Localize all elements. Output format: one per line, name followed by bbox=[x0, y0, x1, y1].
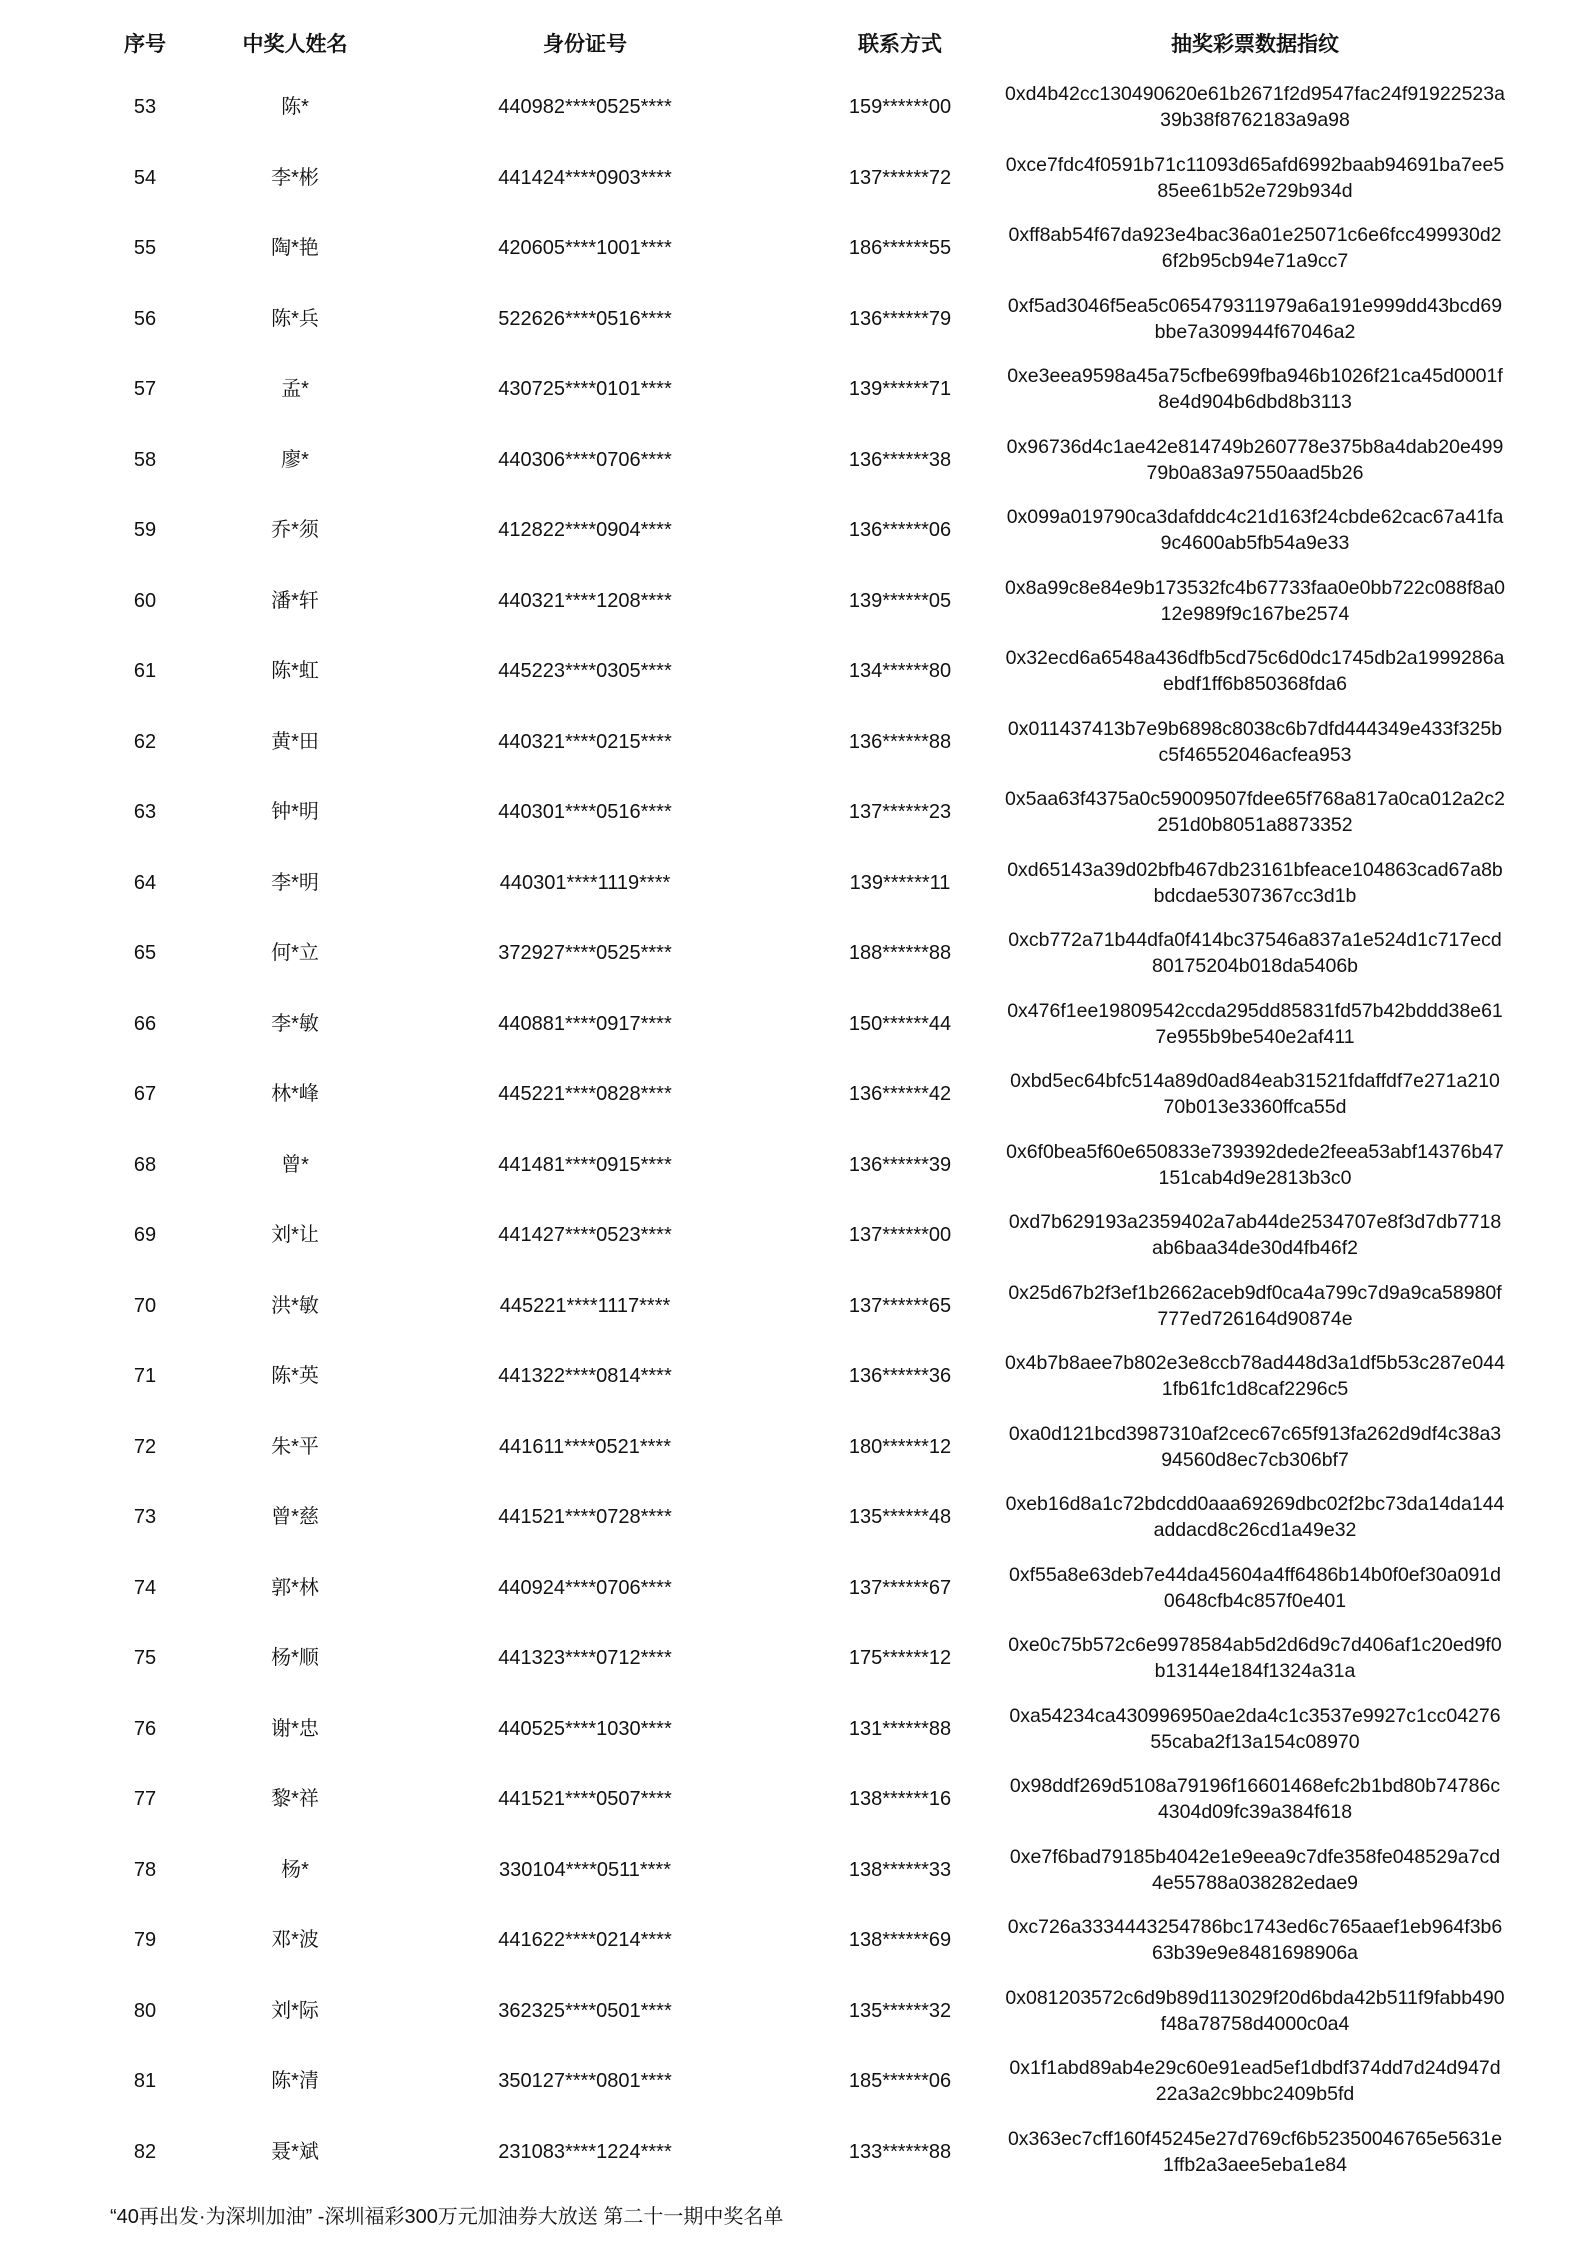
contact-cell: 138******69 bbox=[848, 1929, 952, 1952]
id-number-cell: 440881****0917**** bbox=[498, 1012, 672, 1035]
id-number-cell: 441322****0814**** bbox=[498, 1365, 672, 1388]
header-ticket-fingerprint: 抽奖彩票数据指纹 bbox=[1171, 33, 1339, 56]
serial-number-cell: 74 bbox=[133, 1576, 157, 1599]
ticket-fingerprint-cell: 0xd7b629193a2359402a7ab44de2534707e8f3d7db7718ab6baa34de30d4fb46f2 bbox=[1008, 1211, 1502, 1260]
contact-cell: 134******80 bbox=[848, 660, 952, 683]
header-serial-number: 序号 bbox=[124, 33, 166, 56]
ticket-fingerprint-cell: 0x5aa63f4375a0c59009507fdee65f768a817a0ca012a2c2251d0b8051a8873352 bbox=[1005, 788, 1505, 837]
contact-cell: 188******88 bbox=[848, 942, 952, 965]
ticket-fingerprint-cell: 0x8a99c8e84e9b173532fc4b67733faa0e0bb722c088f8a012e989f9c167be2574 bbox=[1005, 576, 1505, 625]
winner-name-cell: 陈*清 bbox=[271, 2070, 319, 2093]
table-row bbox=[0, 1130, 1586, 1201]
contact-cell: 139******05 bbox=[848, 589, 952, 612]
serial-number-cell: 82 bbox=[133, 2140, 157, 2163]
contact-cell: 136******36 bbox=[848, 1365, 952, 1388]
contact-cell: 137******72 bbox=[848, 166, 952, 189]
table-row bbox=[0, 143, 1586, 214]
winner-name-cell: 郭*林 bbox=[271, 1576, 319, 1599]
id-number-cell: 441323****0712**** bbox=[498, 1647, 672, 1670]
serial-number-cell: 63 bbox=[133, 801, 157, 824]
table-row bbox=[0, 2117, 1586, 2188]
ticket-fingerprint-cell: 0x363ec7cff160f45245e27d769cf6b52350046765e5631e1ffb2a3aee5eba1e84 bbox=[1007, 2127, 1503, 2176]
winner-name-cell: 李*明 bbox=[271, 871, 319, 894]
contact-cell: 136******88 bbox=[848, 730, 952, 753]
winner-name-cell: 邓*波 bbox=[271, 1929, 319, 1952]
serial-number-cell: 58 bbox=[133, 448, 157, 471]
serial-number-cell: 68 bbox=[133, 1153, 157, 1176]
table-row bbox=[0, 989, 1586, 1060]
serial-number-cell: 78 bbox=[133, 1858, 157, 1881]
ticket-fingerprint-cell: 0xe3eea9598a45a75cfbe699fba946b1026f21ca45d0001f8e4d904b6dbd8b3113 bbox=[1007, 365, 1503, 414]
id-number-cell: 441521****0728**** bbox=[498, 1506, 672, 1529]
winner-name-cell: 陈* bbox=[281, 96, 309, 119]
id-number-cell: 440525****1030**** bbox=[498, 1717, 672, 1740]
table-row bbox=[0, 1200, 1586, 1271]
table-row bbox=[0, 1482, 1586, 1553]
id-number-cell: 441424****0903**** bbox=[498, 166, 672, 189]
id-number-cell: 445223****0305**** bbox=[498, 660, 672, 683]
contact-cell: 137******00 bbox=[848, 1224, 952, 1247]
ticket-fingerprint-cell: 0xc726a3334443254786bc1743ed6c765aaef1eb964f3b663b39e9e8481698906a bbox=[1007, 1916, 1503, 1965]
winner-name-cell: 黎*祥 bbox=[271, 1788, 319, 1811]
id-number-cell: 441427****0523**** bbox=[498, 1224, 672, 1247]
id-number-cell: 445221****1117**** bbox=[499, 1294, 671, 1317]
id-number-cell: 440924****0706**** bbox=[498, 1576, 672, 1599]
table-row bbox=[0, 918, 1586, 989]
serial-number-cell: 60 bbox=[133, 589, 157, 612]
contact-cell: 138******33 bbox=[848, 1858, 952, 1881]
serial-number-cell: 75 bbox=[133, 1647, 157, 1670]
winner-name-cell: 黄*田 bbox=[271, 730, 319, 753]
header-winner-name: 中奖人姓名 bbox=[242, 33, 348, 56]
table-row bbox=[0, 425, 1586, 496]
contact-cell: 150******44 bbox=[848, 1012, 952, 1035]
ticket-fingerprint-cell: 0x099a019790ca3dafddc4c21d163f24cbde62cac67a41fa9c4600ab5fb54a9e33 bbox=[1006, 506, 1504, 555]
winner-name-cell: 乔*须 bbox=[271, 519, 319, 542]
ticket-fingerprint-cell: 0xa0d121bcd3987310af2cec67c65f913fa262d9df4c38a394560d8ec7cb306bf7 bbox=[1008, 1422, 1502, 1471]
id-number-cell: 441622****0214**** bbox=[498, 1929, 672, 1952]
serial-number-cell: 71 bbox=[133, 1365, 157, 1388]
table-row bbox=[0, 1553, 1586, 1624]
table-row bbox=[0, 707, 1586, 778]
ticket-fingerprint-cell: 0xeb16d8a1c72bdcdd0aaa69269dbc02f2bc73da14da144addacd8c26cd1a49e32 bbox=[1005, 1493, 1505, 1542]
contact-cell: 180******12 bbox=[848, 1435, 952, 1458]
page-footer: “40再出发·为深圳加油” -深圳福彩300万元加油券大放送 第二十一期中奖名单 bbox=[110, 2206, 784, 2228]
ticket-fingerprint-cell: 0xff8ab54f67da923e4bac36a01e25071c6e6fcc499930d26f2b95cb94e71a9cc7 bbox=[1008, 224, 1502, 273]
contact-cell: 139******71 bbox=[848, 378, 952, 401]
ticket-fingerprint-cell: 0xcb772a71b44dfa0f414bc37546a837a1e524d1c717ecd80175204b018da5406b bbox=[1008, 929, 1502, 978]
id-number-cell: 522626****0516**** bbox=[498, 307, 672, 330]
ticket-fingerprint-cell: 0x476f1ee19809542ccda295dd85831fd57b42bddd38e617e955b9be540e2af411 bbox=[1007, 999, 1503, 1048]
ticket-fingerprint-cell: 0xbd5ec64bfc514a89d0ad84eab31521fdaffdf7e271a21070b013e3360ffca55d bbox=[1010, 1070, 1500, 1119]
winner-name-cell: 李*彬 bbox=[271, 166, 319, 189]
winner-name-cell: 谢*忠 bbox=[271, 1717, 319, 1740]
serial-number-cell: 62 bbox=[133, 730, 157, 753]
ticket-fingerprint-cell: 0xe7f6bad79185b4042e1e9eea9c7dfe358fe048529a7cd4e55788a038282edae9 bbox=[1009, 1845, 1501, 1894]
ticket-fingerprint-cell: 0xd4b42cc130490620e61b2671f2d9547fac24f91922523a39b38f8762183a9a98 bbox=[1005, 83, 1505, 132]
ticket-fingerprint-cell: 0x25d67b2f3ef1b2662aceb9df0ca4a799c7d9a9ca58980f777ed726164d90874e bbox=[1008, 1281, 1502, 1330]
contact-cell: 186******55 bbox=[848, 237, 952, 260]
serial-number-cell: 56 bbox=[133, 307, 157, 330]
serial-number-cell: 59 bbox=[133, 519, 157, 542]
winner-name-cell: 陈*英 bbox=[271, 1365, 319, 1388]
id-number-cell: 445221****0828**** bbox=[498, 1083, 672, 1106]
table-row bbox=[0, 636, 1586, 707]
id-number-cell: 440301****0516**** bbox=[498, 801, 672, 824]
ticket-fingerprint-cell: 0x011437413b7e9b6898c8038c6b7dfd444349e433f325bc5f46552046acfea953 bbox=[1007, 717, 1503, 766]
table-row bbox=[0, 495, 1586, 566]
contact-cell: 136******06 bbox=[848, 519, 952, 542]
winner-name-cell: 陈*兵 bbox=[271, 307, 319, 330]
contact-cell: 136******42 bbox=[848, 1083, 952, 1106]
contact-cell: 185******06 bbox=[848, 2070, 952, 2093]
contact-cell: 136******79 bbox=[848, 307, 952, 330]
winner-table-body bbox=[0, 72, 1586, 2187]
winner-name-cell: 洪*敏 bbox=[271, 1294, 319, 1317]
contact-cell: 138******16 bbox=[848, 1788, 952, 1811]
winner-name-cell: 朱*平 bbox=[271, 1435, 319, 1458]
contact-cell: 175******12 bbox=[848, 1647, 952, 1670]
table-row bbox=[0, 1341, 1586, 1412]
serial-number-cell: 73 bbox=[133, 1506, 157, 1529]
id-number-cell: 440321****0215**** bbox=[498, 730, 672, 753]
id-number-cell: 441481****0915**** bbox=[498, 1153, 672, 1176]
winner-name-cell: 杨*顺 bbox=[271, 1647, 319, 1670]
header-contact: 联系方式 bbox=[858, 33, 942, 56]
serial-number-cell: 61 bbox=[133, 660, 157, 683]
serial-number-cell: 69 bbox=[133, 1224, 157, 1247]
serial-number-cell: 72 bbox=[133, 1435, 157, 1458]
id-number-cell: 420605****1001**** bbox=[498, 237, 672, 260]
id-number-cell: 330104****0511**** bbox=[498, 1858, 671, 1881]
id-number-cell: 440301****1119**** bbox=[499, 871, 671, 894]
header-id-number: 身份证号 bbox=[543, 33, 627, 56]
id-number-cell: 441611****0521**** bbox=[498, 1435, 671, 1458]
ticket-fingerprint-cell: 0xa54234ca430996950ae2da4c1c3537e9927c1cc0427655caba2f13a154c08970 bbox=[1009, 1704, 1501, 1753]
serial-number-cell: 79 bbox=[133, 1929, 157, 1952]
serial-number-cell: 53 bbox=[133, 96, 157, 119]
table-row bbox=[0, 566, 1586, 637]
ticket-fingerprint-cell: 0xe0c75b572c6e9978584ab5d2d6d9c7d406af1c20ed9f0b13144e184f1324a31a bbox=[1008, 1634, 1502, 1683]
table-row bbox=[0, 848, 1586, 919]
contact-cell: 136******38 bbox=[848, 448, 952, 471]
id-number-cell: 412822****0904**** bbox=[498, 519, 672, 542]
serial-number-cell: 81 bbox=[133, 2070, 157, 2093]
winner-name-cell: 陈*虹 bbox=[271, 660, 319, 683]
ticket-fingerprint-cell: 0xf5ad3046f5ea5c065479311979a6a191e999dd43bcd69bbe7a309944f67046a2 bbox=[1007, 294, 1503, 343]
table-row bbox=[0, 1623, 1586, 1694]
ticket-fingerprint-cell: 0x32ecd6a6548a436dfb5cd75c6d0dc1745db2a1999286aebdf1ff6b850368fda6 bbox=[1005, 647, 1505, 696]
id-number-cell: 350127****0801**** bbox=[498, 2070, 672, 2093]
winner-name-cell: 陶*艳 bbox=[271, 237, 319, 260]
table-row bbox=[0, 1694, 1586, 1765]
winner-name-cell: 林*峰 bbox=[271, 1083, 319, 1106]
serial-number-cell: 64 bbox=[133, 871, 157, 894]
table-row bbox=[0, 1976, 1586, 2047]
contact-cell: 139******11 bbox=[849, 871, 951, 894]
winner-name-cell: 刘*让 bbox=[271, 1224, 319, 1247]
table-row bbox=[0, 213, 1586, 284]
contact-cell: 135******48 bbox=[848, 1506, 952, 1529]
winner-name-cell: 廖* bbox=[281, 448, 309, 471]
table-row bbox=[0, 1905, 1586, 1976]
ticket-fingerprint-cell: 0x6f0bea5f60e650833e739392dede2feea53abf14376b47151cab4d9e2813b3c0 bbox=[1006, 1140, 1504, 1189]
serial-number-cell: 54 bbox=[133, 166, 157, 189]
serial-number-cell: 57 bbox=[133, 378, 157, 401]
table-row bbox=[0, 1271, 1586, 1342]
table-row bbox=[0, 72, 1586, 143]
winner-name-cell: 曾*慈 bbox=[271, 1506, 319, 1529]
winner-name-cell: 杨* bbox=[281, 1858, 309, 1881]
winner-name-cell: 钟*明 bbox=[271, 801, 319, 824]
winner-name-cell: 刘*际 bbox=[271, 1999, 319, 2022]
ticket-fingerprint-cell: 0x96736d4c1ae42e814749b260778e375b8a4dab20e49979b0a83a97550aad5b26 bbox=[1006, 435, 1504, 484]
contact-cell: 137******65 bbox=[848, 1294, 952, 1317]
table-row bbox=[0, 2046, 1586, 2117]
winner-name-cell: 李*敏 bbox=[271, 1012, 319, 1035]
serial-number-cell: 77 bbox=[133, 1788, 157, 1811]
winner-name-cell: 何*立 bbox=[271, 942, 319, 965]
ticket-fingerprint-cell: 0x98ddf269d5108a79196f16601468efc2b1bd80b74786c4304d09fc39a384f618 bbox=[1009, 1775, 1501, 1824]
contact-cell: 131******88 bbox=[848, 1717, 952, 1740]
id-number-cell: 440982****0525**** bbox=[498, 96, 672, 119]
contact-cell: 159******00 bbox=[848, 96, 952, 119]
id-number-cell: 362325****0501**** bbox=[498, 1999, 672, 2022]
table-row bbox=[0, 1764, 1586, 1835]
serial-number-cell: 80 bbox=[133, 1999, 157, 2022]
serial-number-cell: 66 bbox=[133, 1012, 157, 1035]
table-header bbox=[0, 28, 1586, 62]
id-number-cell: 231083****1224**** bbox=[498, 2140, 672, 2163]
id-number-cell: 440306****0706**** bbox=[498, 448, 672, 471]
table-row bbox=[0, 1412, 1586, 1483]
serial-number-cell: 55 bbox=[133, 237, 157, 260]
serial-number-cell: 76 bbox=[133, 1717, 157, 1740]
winner-name-cell: 孟* bbox=[281, 378, 309, 401]
table-row bbox=[0, 354, 1586, 425]
table-row bbox=[0, 1835, 1586, 1906]
ticket-fingerprint-cell: 0xf55a8e63deb7e44da45604a4ff6486b14b0f0ef30a091d0648cfb4c857f0e401 bbox=[1009, 1563, 1501, 1612]
id-number-cell: 441521****0507**** bbox=[498, 1788, 672, 1811]
contact-cell: 137******67 bbox=[848, 1576, 952, 1599]
table-row bbox=[0, 777, 1586, 848]
winner-name-cell: 潘*轩 bbox=[271, 589, 319, 612]
ticket-fingerprint-cell: 0xce7fdc4f0591b71c11093d65afd6992baab94691ba7ee585ee61b52e729b934d bbox=[1005, 153, 1505, 202]
contact-cell: 136******39 bbox=[848, 1153, 952, 1176]
contact-cell: 137******23 bbox=[848, 801, 952, 824]
table-row bbox=[0, 284, 1586, 355]
table-row bbox=[0, 1059, 1586, 1130]
serial-number-cell: 67 bbox=[133, 1083, 157, 1106]
id-number-cell: 440321****1208**** bbox=[498, 589, 672, 612]
serial-number-cell: 65 bbox=[133, 942, 157, 965]
ticket-fingerprint-cell: 0xd65143a39d02bfb467db23161bfeace104863cad67a8bbdcdae5307367cc3d1b bbox=[1007, 858, 1503, 907]
id-number-cell: 372927****0525**** bbox=[498, 942, 672, 965]
winner-name-cell: 聂*斌 bbox=[271, 2140, 319, 2163]
ticket-fingerprint-cell: 0x1f1abd89ab4e29c60e91ead5ef1dbdf374dd7d24d947d22a3a2c9bbc2409b5fd bbox=[1009, 2057, 1501, 2106]
winner-name-cell: 曾* bbox=[281, 1153, 309, 1176]
ticket-fingerprint-cell: 0x081203572c6d9b89d113029f20d6bda42b511f9fabb490f48a78758d4000c0a4 bbox=[1005, 1986, 1505, 2035]
serial-number-cell: 70 bbox=[133, 1294, 157, 1317]
contact-cell: 135******32 bbox=[848, 1999, 952, 2022]
id-number-cell: 430725****0101**** bbox=[498, 378, 672, 401]
contact-cell: 133******88 bbox=[848, 2140, 952, 2163]
ticket-fingerprint-cell: 0x4b7b8aee7b802e3e8ccb78ad448d3a1df5b53c287e0441fb61fc1d8caf2296c5 bbox=[1005, 1352, 1505, 1401]
